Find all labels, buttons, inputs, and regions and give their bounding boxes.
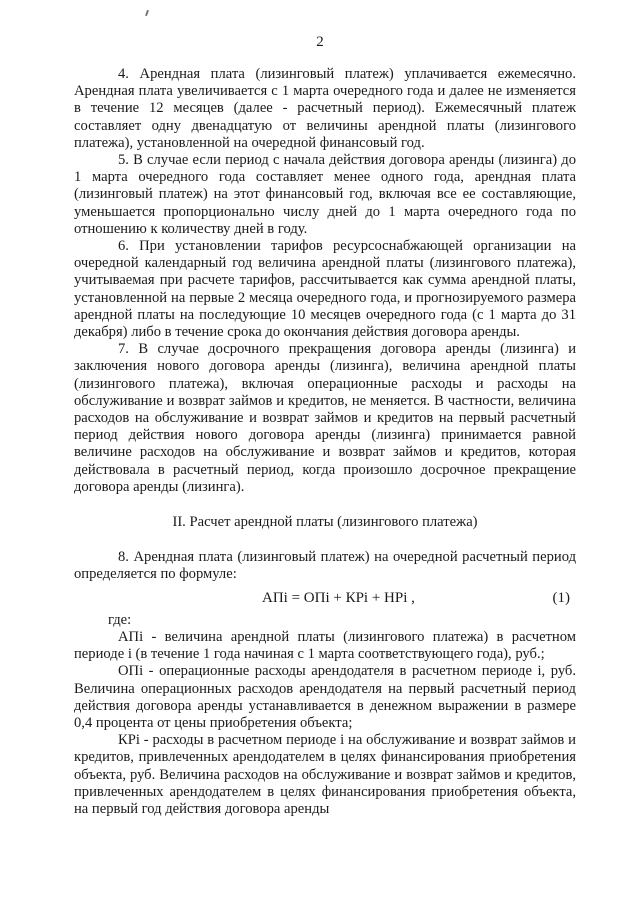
formula-row — [74, 588, 576, 612]
definition-op: ОПi - операционные расходы арендодателя в расчетном периоде i, руб. Величина операционных расходов арендодателя на первый расчетный период действия договора аренды устанавливается в денежном выражении в размере 0,4 процента от цены приобретения объекта; — [74, 663, 576, 731]
paragraph-4: 4. Арендная плата (лизинговый платеж) уплачивается ежемесячно. Арендная плата увеличивается с 1 марта очередного года и далее не изменяется в течение 12 месяцев (далее - расчетный период). Ежемесячный платеж составляет одну двенадцатую от величины арендной платы (лизингового платежа), установленной на очередной финансовый год. — [74, 66, 576, 151]
formula-1: АПi = ОПi + КРi + НРi , — [262, 589, 415, 606]
section-title: II. Расчет арендной платы (лизингового платежа) — [172, 514, 478, 531]
definition-ap: АПi - величина арендной платы (лизингового платежа) в расчетном периоде i (в течение 1 года начиная с 1 марта соответствующего года), руб.; — [74, 628, 576, 663]
paragraph-6: 6. При установлении тарифов ресурсоснабжающей организации на очередной календарный год величина арендной платы (лизингового платежа), учитываемая при расчете тарифов, рассчитывается как сумма арендной платы, установленной на первые 2 месяца очередного года, и прогнозируемого размера арендной платы на последующие 10 месяцев очередного года (с 1 марта до 31 декабря) либо в течение срока до окончания действия договора аренды. — [74, 238, 576, 341]
paragraph-7: 7. В случае досрочного прекращения договора аренды (лизинга) и заключения нового договора аренды (лизинга), величина арендной платы (лизингового платежа), включая операционные расходы и расходы на обслуживание и возврат займов и кредитов, не меняется. В частности, величина расходов на обслуживание и возврат займов и кредитов на первый расчетный период действия нового договора аренды (лизинга) принимается равной величине расходов на обслуживание и возврат займов и кредитов, которая действовала в расчетный период, когда произошло досрочное прекращение договора аренды (лизинга). — [74, 341, 576, 495]
definition-kr: КРi - расходы в расчетном периоде i на обслуживание и возврат займов и кредитов, привлеченных арендодателем в целях финансирования приобретения объекта, руб. Величина расходов на обслуживание и возврат займов и кредитов, привлеченных арендодателем в целях финансирования приобретения объекта, на первый год действия договора аренды — [74, 732, 576, 817]
page-number: 2 — [316, 34, 324, 50]
formula-number: (1) — [552, 589, 570, 606]
document-body — [74, 66, 576, 818]
paragraph-5: 5. В случае если период с начала действия договора аренды (лизинга) до 1 марта очередного года составляет менее одного года, арендная плата (лизинговый платеж) на этот финансовый год, включая все ее составляющие, уменьшается пропорционально числу дней до 1 марта очередного года по отношению к количеству дней в году. — [74, 152, 576, 237]
paragraph-8: 8. Арендная плата (лизинговый платеж) на очередной расчетный период определяется по формуле: — [74, 549, 576, 583]
where-label: где: — [108, 611, 132, 628]
scan-speck — [145, 10, 149, 16]
